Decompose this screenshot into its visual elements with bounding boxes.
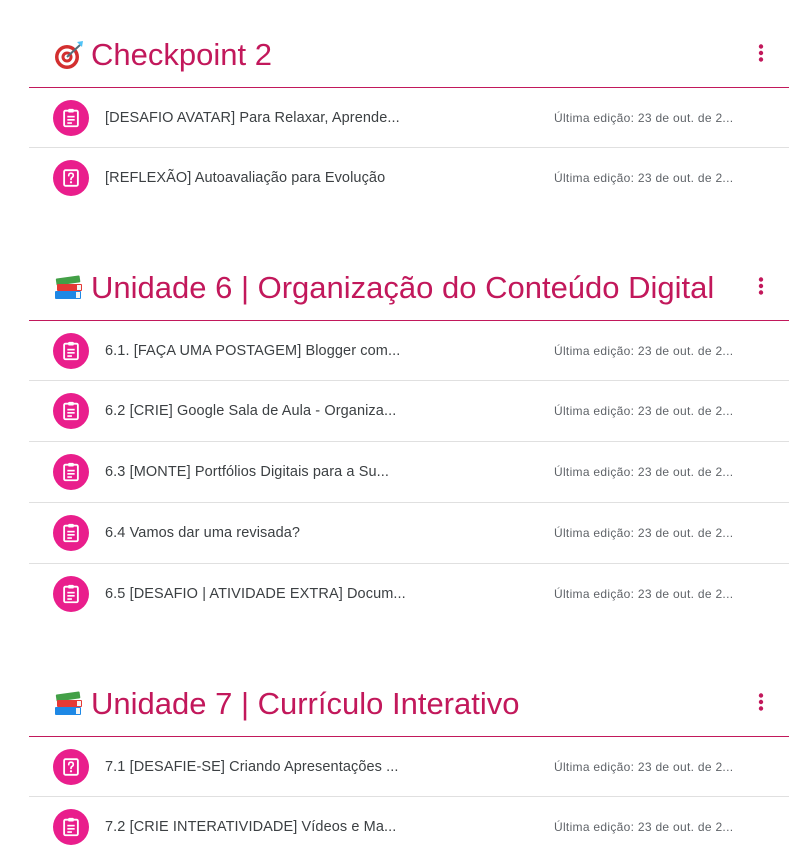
list-item[interactable] xyxy=(29,797,789,858)
list-item[interactable] xyxy=(29,442,789,503)
item-title[interactable]: [REFLEXÃO] Autoavaliação para Evolução xyxy=(105,170,386,186)
assignment-icon xyxy=(53,100,89,136)
item-title[interactable]: 6.5 [DESAFIO | ATIVIDADE EXTRA] Docum... xyxy=(105,586,406,602)
topic-section-unidade-6 xyxy=(29,251,789,625)
list-item[interactable] xyxy=(29,737,789,797)
list-item[interactable] xyxy=(29,381,789,442)
item-last-edited: Última edição: 23 de out. de 2... xyxy=(554,526,734,540)
item-last-edited: Última edição: 23 de out. de 2... xyxy=(554,587,734,601)
topic-title-text: Checkpoint 2 xyxy=(91,37,272,72)
item-title[interactable]: 7.1 [DESAFIE-SE] Criando Apresentações ... xyxy=(105,759,399,775)
list-item[interactable] xyxy=(29,148,789,209)
list-item[interactable] xyxy=(29,88,789,148)
assignment-icon xyxy=(53,333,89,369)
item-title[interactable]: 6.2 [CRIE] Google Sala de Aula - Organiza... xyxy=(105,403,397,419)
assignment-icon xyxy=(53,576,89,612)
topic-header xyxy=(29,18,789,88)
topic-section-unidade-7 xyxy=(29,667,789,858)
item-last-edited: Última edição: 23 de out. de 2... xyxy=(554,465,734,479)
more-vert-icon[interactable] xyxy=(749,41,773,65)
books-icon xyxy=(53,688,85,720)
topic-section-checkpoint-2 xyxy=(29,18,789,209)
topic-title[interactable] xyxy=(53,270,714,306)
item-last-edited: Última edição: 23 de out. de 2... xyxy=(554,404,734,418)
more-vert-icon[interactable] xyxy=(749,690,773,714)
item-last-edited: Última edição: 23 de out. de 2... xyxy=(554,820,734,834)
more-vert-icon[interactable] xyxy=(749,274,773,298)
list-item[interactable] xyxy=(29,503,789,564)
item-title[interactable]: [DESAFIO AVATAR] Para Relaxar, Aprende... xyxy=(105,110,400,126)
item-title[interactable]: 6.3 [MONTE] Portfólios Digitais para a Su... xyxy=(105,464,390,480)
topic-header xyxy=(29,251,789,321)
assignment-icon xyxy=(53,393,89,429)
item-last-edited: Última edição: 23 de out. de 2... xyxy=(554,760,734,774)
item-title[interactable]: 6.1. [FAÇA UMA POSTAGEM] Blogger com... xyxy=(105,343,401,359)
item-last-edited: Última edição: 23 de out. de 2... xyxy=(554,344,734,358)
question-icon xyxy=(53,160,89,196)
item-title[interactable]: 6.4 Vamos dar uma revisada? xyxy=(105,525,301,541)
assignment-icon xyxy=(53,454,89,490)
books-icon xyxy=(53,272,85,304)
topic-title[interactable] xyxy=(53,37,272,73)
question-icon xyxy=(53,749,89,785)
item-last-edited: Última edição: 23 de out. de 2... xyxy=(554,111,734,125)
assignment-icon xyxy=(53,809,89,845)
item-last-edited: Última edição: 23 de out. de 2... xyxy=(554,171,734,185)
topic-title-text: Unidade 6 | Organização do Conteúdo Digital xyxy=(91,270,715,305)
topic-title-text: Unidade 7 | Currículo Interativo xyxy=(91,686,520,721)
item-title[interactable]: 7.2 [CRIE INTERATIVIDADE] Vídeos e Ma... xyxy=(105,819,397,835)
topic-title[interactable] xyxy=(53,686,520,722)
assignment-icon xyxy=(53,515,89,551)
topic-header xyxy=(29,667,789,737)
list-item[interactable] xyxy=(29,321,789,381)
target-dart-icon xyxy=(53,39,85,71)
list-item[interactable] xyxy=(29,564,789,625)
